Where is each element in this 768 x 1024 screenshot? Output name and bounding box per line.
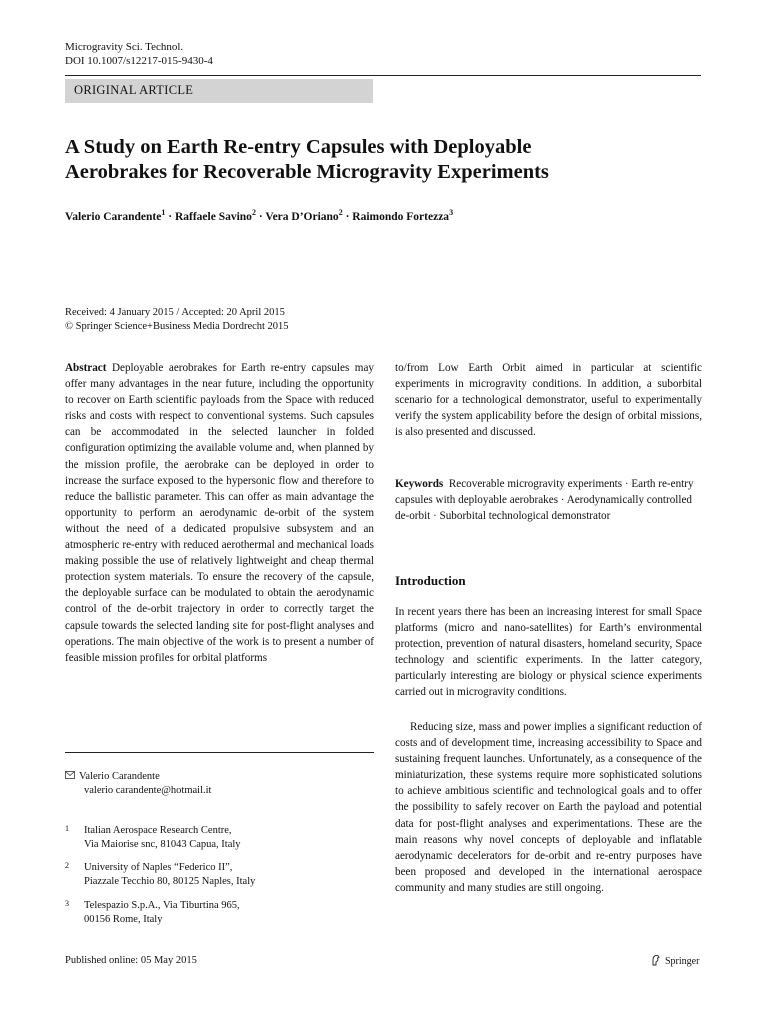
author-separator: · [255,210,266,223]
affiliation-3-line-2: 00156 Rome, Italy [84,914,163,925]
author-2[interactable]: Raffaele Savino$^2$ [174,208,256,223]
article-type-banner: ORIGINAL ARTICLE [65,79,373,103]
abstract-text: Deployable aerobrakes for Earth re-entry capsules may offer many advantages in the near future, including the opportunity to recover on Earth scientific payloads from the Space with reduced risks and costs with respect to conventional systems. Such capsules can be accommodated in the selected launcher in folded configuration optimizing the available volume and, when planned by the mission profile, the aerobrake can be deployed in order to increase the surface exposed to the hypersonic flow and therefore to reduce the ballistic parameter. This can offer as main advantage the opportunity to perform an aerodynamic de-orbit of the system without the need of a dedicated propulsive subsystem and an atmospheric re-entry with reduced aerothermal and mechanical loads making possible the use of relatively lightweight and cheap thermal protection system materials. To ensure the recovery of the capsule, the deployable surface can be modulated to obtain the aerodynamic control of the de-orbit trajectory in order to correctly target the capsule towards the selected landing site for post-flight analyses and operations. The main objective of the work is to present a number of feasible mission profiles for orbital platforms [65,362,374,664]
affiliation-1 [84,824,241,852]
keywords-text: Recoverable microgravity experiments · Earth re-entry capsules with deployable aerobrakes · Aerodynamically controlled de-orbit · Suborbital technological demonstrator [395,478,694,523]
abstract-heading: Abstract [65,362,107,374]
title-line-1: A Study on Earth Re-entry Capsules with Deployable [65,136,532,158]
affiliation-2 [84,861,255,889]
copyright: © Springer Science+Business Media Dordrecht 2015 [65,321,289,332]
title-line-2: Aerobrakes for Recoverable Microgravity Experiments [65,161,549,183]
received-accepted: Received: 4 January 2015 / Accepted: 20 April 2015 [65,307,285,318]
affiliation-2-number: 2 [65,861,69,870]
introduction-paragraph-1: In recent years there has been an increasing interest for small Space platforms (micro and nano-satellites) for Earth’s environmental protection, prevention of natural disasters, homeland security, Space technology and scientific experiments. In the latter category, particularly interesting are biology or physical science experiments carried out in microgravity conditions. [395,606,702,699]
introduction-heading: Introduction [395,573,466,588]
keywords [395,476,702,524]
keywords-heading: Keywords [395,478,444,490]
introduction-paragraph-2: Reducing size, mass and power implies a significant reduction of costs and of development time, increasing accessibility to Space and sustaining frequent launches. Unfortunately, as a consequence of the miniaturization, these systems require more sophisticated solutions to achieve ambitious scientific and technological goals and to offer the possibility to safely recover on Earth the payload and potential data for post-flight analyses and experimentations. These are the main reasons why novel concepts of deployable and inflatable aerodynamic decelerators for de-orbit and re-entry purposes have been proposed and developed in the international aerospace community and many studies are still ongoing. [395,721,702,894]
affiliation-3-number: 3 [65,899,69,908]
correspondence-email[interactable]: valerio carandente@hotmail.it [84,785,212,796]
correspondence [65,770,160,784]
affiliation-2-line-1: University of Naples “Federico II”, [84,862,233,873]
author-3[interactable]: Vera D’Oriano$^2$ [265,208,343,223]
correspondence-name: Valerio Carandente [79,771,160,782]
journal-name: Microgravity Sci. Technol. [65,41,184,53]
author-separator: · [165,210,175,223]
author-separator: · [342,210,353,223]
publisher-name: Springer [665,956,700,967]
author-list [65,205,453,225]
author-4[interactable]: Raimondo Fortezza$^3$ [352,208,454,223]
abstract [65,360,374,666]
abstract-continuation: to/from Low Earth Orbit aimed in particular at scientific experiments in microgravity conditions. In addition, a suborbital scenario for a technological demonstrator, useful to experimentally verify the system applicability before the design of orbital missions, is also presented and discussed. [395,362,702,439]
affiliation-3 [84,899,240,927]
published-online: Published online: 05 May 2015 [65,955,197,966]
affiliation-1-line-1: Italian Aerospace Research Centre, [84,825,232,836]
author-1[interactable]: Valerio Carandente$^1$ [65,208,166,223]
article-dates [65,306,289,334]
doi[interactable]: DOI 10.1007/s12217-015-9430-4 [65,55,213,67]
affiliation-1-number: 1 [65,824,69,833]
affiliation-3-line-1: Telespazio S.p.A., Via Tiburtina 965, [84,900,240,911]
publisher-logo [650,954,699,969]
affiliation-1-line-2: Via Maiorise snc, 81043 Capua, Italy [84,839,241,850]
springer-horse-icon [650,954,662,969]
header-rule [65,75,701,76]
envelope-icon [65,770,79,784]
affiliation-2-line-2: Piazzale Tecchio 80, 80125 Naples, Italy [84,876,256,887]
article-title [65,135,665,185]
footnote-rule [65,752,374,753]
journal-header [65,40,213,68]
